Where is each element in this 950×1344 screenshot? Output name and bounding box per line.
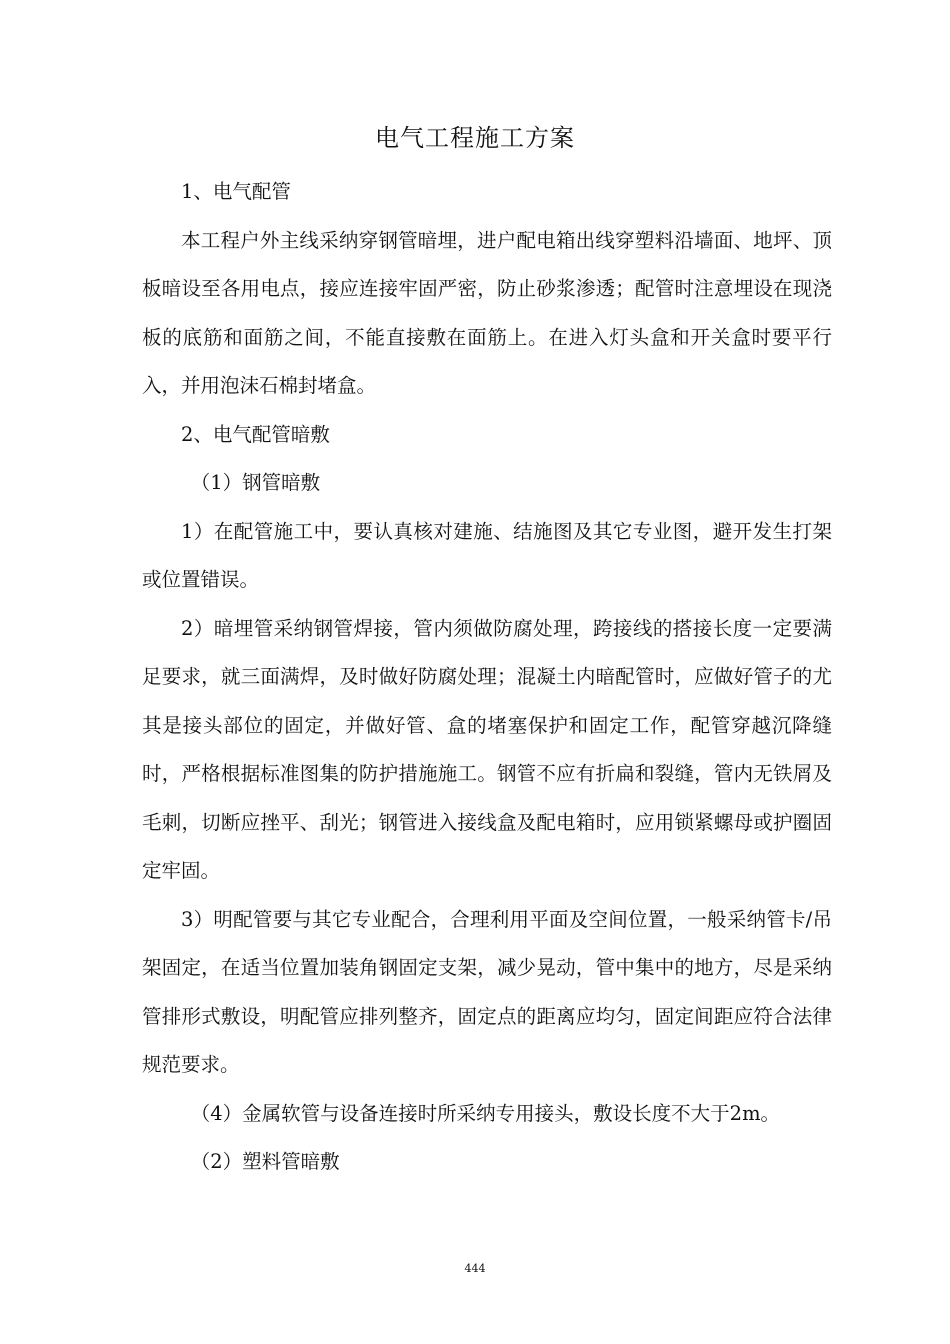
body-paragraph: 1）在配管施工中，要认真核对建施、结施图及其它专业图，避开发生打架或位置错误。 <box>142 519 832 591</box>
section-heading: 2、电气配管暗敷 <box>181 422 330 446</box>
document-body <box>142 168 832 1187</box>
body-paragraph: （4）金属软管与设备连接时所采纳专用接头，敷设长度不大于2m。 <box>190 1101 781 1125</box>
page-number: 444 <box>464 1262 486 1275</box>
section-heading: 1、电气配管 <box>181 180 291 203</box>
body-paragraph: 3）明配管要与其它专业配合，合理利用平面及空间位置，一般采纳管卡/吊架固定，在适当位置加装角钢固定支架，减少晃动，管中集中的地方，尽是采纳管排形式敷设，明配管应排列整齐，固定点的距离应均匀，固定间距应符合法律规范要求。 <box>142 907 832 1076</box>
subsection-heading: （2）塑料管暗敷 <box>190 1150 340 1173</box>
body-paragraph: 本工程户外主线采纳穿钢管暗埋，进户配电箱出线穿塑料沿墙面、地坪、顶板暗设至各用电点，接应连接牢固严密，防止砂浆渗透；配管时注意埋设在现浇板的底筋和面筋之间，不能直接敷在面筋上。在进入灯头盒和开关盒时要平行入，并用泡沫石棉封堵盒。 <box>142 228 832 397</box>
body-paragraph: 2）暗埋管采纳钢管焊接，管内须做防腐处理，跨接线的搭接长度一定要满足要求，就三面满焊，及时做好防腐处理；混凝土内暗配管时，应做好管子的尤其是接头部位的固定，并做好管、盒的堵塞保护和固定工作，配管穿越沉降缝时，严格根据标准图集的防护措施施工。钢管不应有折扁和裂缝，管内无铁屑及毛刺，切断应挫平、刮光；钢管进入接线盒及配电箱时，应用锁紧螺母或护圈固定牢固。 <box>142 616 832 882</box>
document-title: 电气工程施工方案 <box>375 124 575 152</box>
subsection-heading: （1）钢管暗敷 <box>190 471 321 494</box>
